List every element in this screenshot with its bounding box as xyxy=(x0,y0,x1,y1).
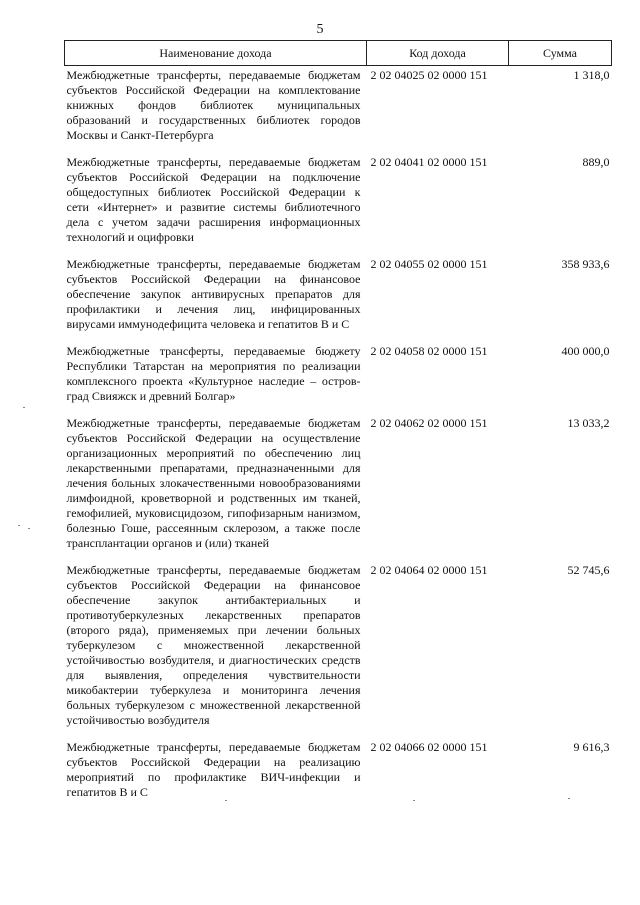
income-sum: 9 616,3 xyxy=(573,740,610,754)
income-code: 2 02 04058 02 0000 151 xyxy=(370,344,488,358)
table-row xyxy=(65,414,612,561)
page-number: 5 xyxy=(316,22,324,37)
header-income-name: Наименование дохода xyxy=(65,41,367,66)
income-name: Межбюджетные трансферты, передаваемые бюджетам субъектов Российской Федерации на подключение общедоступных библиотек Российской Федерации к сети «Интернет» и развитие системы библиотечного дела с учетом задачи расширения информационных технологий и оцифровки xyxy=(66,155,361,244)
income-sum: 1 318,0 xyxy=(573,68,610,82)
income-sum: 400 000,0 xyxy=(561,344,610,358)
scan-speck xyxy=(28,528,30,529)
table-row xyxy=(65,153,612,255)
scan-speck xyxy=(18,525,20,526)
scan-speck xyxy=(413,800,415,801)
income-sum: 52 745,6 xyxy=(567,563,610,577)
table-header xyxy=(65,41,612,66)
table-row xyxy=(65,342,612,414)
income-name: Межбюджетные трансферты, передаваемые бюджетам субъектов Российской Федерации на осуществление организационных мероприятий по обеспечению лиц лекарственными препаратами, предназначенными для лечения больных злокачественными новообразованиями лимфоидной, кроветворной и родственных им тканей, гемофилией, муковисцидозом, гипофизарным нанизмом, болезнью Гоше, рассеянным склерозом, а также после трансплантации органов и (или) тканей xyxy=(66,416,361,550)
scan-speck xyxy=(23,407,25,408)
income-name: Межбюджетные трансферты, передаваемые бюджетам субъектов Российской Федерации на финансовое обеспечение закупок антивирусных препаратов для профилактики и лечения лиц, инфицированных вирусами иммунодефицита человека и гепатитов В и С xyxy=(66,257,361,331)
income-code: 2 02 04041 02 0000 151 xyxy=(370,155,488,169)
scan-speck xyxy=(568,798,570,799)
income-name: Межбюджетные трансферты, передаваемые бюджету Республики Татарстан на мероприятия по реализации комплексного проекта «Культурное наследие – остров-град Свияжск и древний Болгар» xyxy=(66,344,361,403)
income-code: 2 02 04025 02 0000 151 xyxy=(370,68,488,82)
table-row xyxy=(65,561,612,738)
income-code: 2 02 04062 02 0000 151 xyxy=(370,416,488,430)
table-body xyxy=(65,66,612,811)
income-code: 2 02 04066 02 0000 151 xyxy=(370,740,488,754)
income-name: Межбюджетные трансферты, передаваемые бюджетам субъектов Российской Федерации на комплектование книжных фондов библиотек муниципальных образований и государственных библиотек городов Москвы и Санкт-Петербурга xyxy=(66,68,361,142)
table-row xyxy=(65,66,612,154)
header-income-sum: Сумма xyxy=(509,41,612,66)
income-code: 2 02 04055 02 0000 151 xyxy=(370,257,488,271)
income-code: 2 02 04064 02 0000 151 xyxy=(370,563,488,577)
header-income-code: Код дохода xyxy=(367,41,509,66)
table-row xyxy=(65,255,612,342)
header-row xyxy=(65,41,612,66)
income-sum: 358 933,6 xyxy=(561,257,610,271)
income-name: Межбюджетные трансферты, передаваемые бюджетам субъектов Российской Федерации на финансовое обеспечение закупок антибактериальных и противотуберкулезных лекарственных препаратов (второго ряда), применяемых при лечении больных туберкулезом с множественной лекарственной устойчивостью возбудителя, и диагностических средств для выявления, определения чувствительности микобактерии туберкулеза и мониторинга лечения больных туберкулезом с множественной лекарственной устойчивостью возбудителя xyxy=(66,563,361,727)
income-table xyxy=(64,40,612,810)
income-sum: 889,0 xyxy=(582,155,610,169)
income-name: Межбюджетные трансферты, передаваемые бюджетам субъектов Российской Федерации на реализацию мероприятий по профилактике ВИЧ-инфекции и гепатитов В и С xyxy=(66,740,361,799)
scan-speck xyxy=(225,800,227,801)
table-row xyxy=(65,738,612,810)
income-sum: 13 033,2 xyxy=(567,416,610,430)
